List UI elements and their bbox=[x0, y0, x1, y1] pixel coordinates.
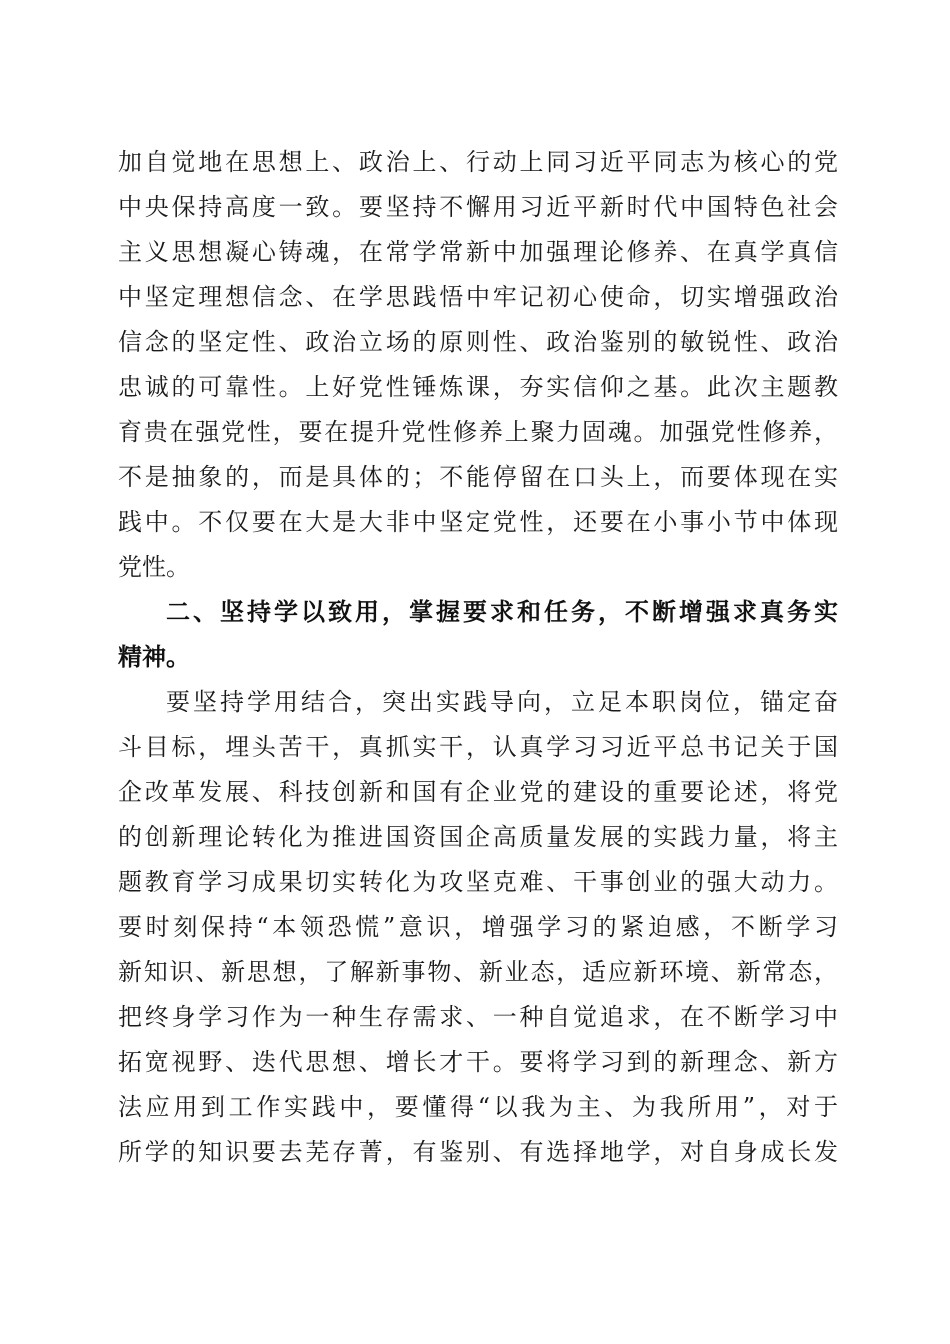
paragraph-line: 党性。 bbox=[118, 553, 190, 581]
heading-line: 二、坚持学以致用，掌握要求和任务，不断增强求真务实 bbox=[166, 598, 838, 626]
paragraph-line: 题教育学习成果切实转化为攻坚克难、干事创业的强大动力。 bbox=[118, 868, 838, 896]
paragraph-line: 信念的坚定性、政治立场的原则性、政治鉴别的敏锐性、政治 bbox=[118, 328, 838, 356]
paragraph-line: 法应用到工作实践中，要懂得“以我为主、为我所用”，对于 bbox=[118, 1093, 838, 1121]
paragraph-line: 新知识、新思想，了解新事物、新业态，适应新环境、新常态， bbox=[118, 958, 838, 986]
paragraph-line: 所学的知识要去芜存菁，有鉴别、有选择地学，对自身成长发 bbox=[118, 1138, 838, 1166]
paragraph-line: 的创新理论转化为推进国资国企高质量发展的实践力量，将主 bbox=[118, 823, 838, 851]
paragraph-line: 加自觉地在思想上、政治上、行动上同习近平同志为核心的党 bbox=[118, 148, 838, 176]
paragraph-line: 斗目标，埋头苦干，真抓实干，认真学习习近平总书记关于国 bbox=[118, 733, 838, 761]
paragraph-line: 中坚定理想信念、在学思践悟中牢记初心使命，切实增强政治 bbox=[118, 283, 838, 311]
paragraph-line: 忠诚的可靠性。上好党性锤炼课，夯实信仰之基。此次主题教 bbox=[118, 373, 838, 401]
paragraph-line: 要时刻保持“本领恐慌”意识，增强学习的紧迫感，不断学习 bbox=[118, 913, 838, 941]
paragraph-line: 育贵在强党性，要在提升党性修养上聚力固魂。加强党性修养， bbox=[118, 418, 838, 446]
paragraph-line: 主义思想凝心铸魂，在常学常新中加强理论修养、在真学真信 bbox=[118, 238, 838, 266]
paragraph-line: 把终身学习作为一种生存需求、一种自觉追求，在不断学习中 bbox=[118, 1003, 838, 1031]
paragraph-line: 中央保持高度一致。要坚持不懈用习近平新时代中国特色社会 bbox=[118, 193, 838, 221]
paragraph-line: 要坚持学用结合，突出实践导向，立足本职岗位，锚定奋 bbox=[166, 688, 838, 716]
heading-line: 精神。 bbox=[118, 643, 190, 671]
paragraph-line: 企改革发展、科技创新和国有企业党的建设的重要论述，将党 bbox=[118, 778, 838, 806]
paragraph-line: 践中。不仅要在大是大非中坚定党性，还要在小事小节中体现 bbox=[118, 508, 838, 536]
paragraph-line: 拓宽视野、迭代思想、增长才干。要将学习到的新理念、新方 bbox=[118, 1048, 838, 1076]
paragraph-line: 不是抽象的，而是具体的；不能停留在口头上，而要体现在实 bbox=[118, 463, 838, 491]
